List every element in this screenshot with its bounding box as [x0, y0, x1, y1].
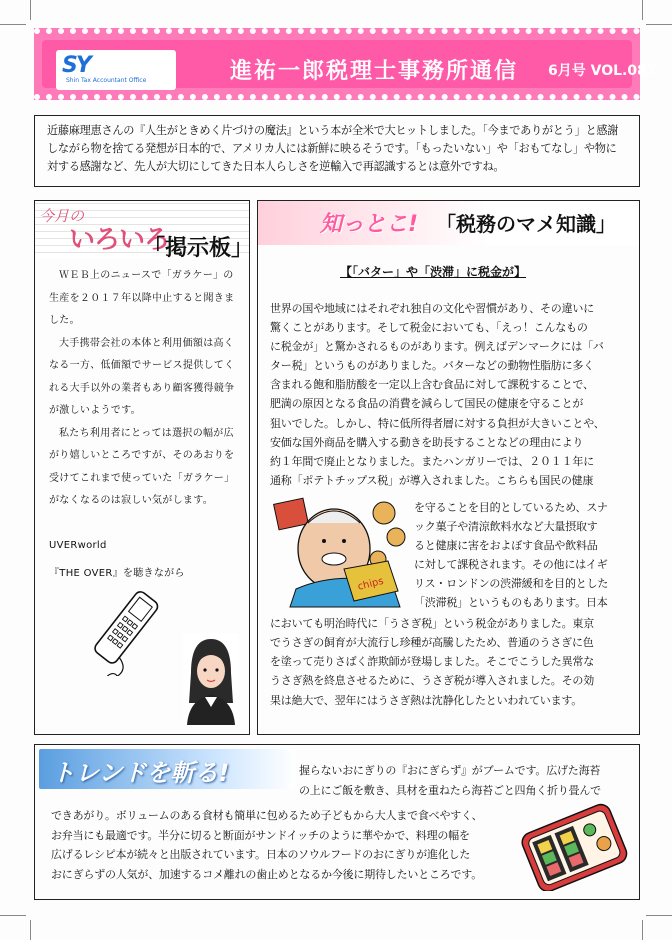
heading-shittoko: 知っとこ! — [320, 212, 419, 237]
bento-illustration — [519, 803, 629, 891]
article-line: 驚くことがあります。そして税金においても、「えっ！こんなもの — [270, 321, 588, 334]
office-logo — [56, 50, 176, 90]
article-line: 通称「ポテトチップス税」が導入されました。こちらも国民の健康 — [270, 474, 594, 487]
tax-tips-heading — [258, 201, 639, 245]
article-line: リス・ロンドンの渋滞緩和を目的とした — [414, 577, 609, 590]
trend-heading — [39, 749, 295, 789]
article-line: ック菓子や清涼飲料水など大量摂取す — [414, 520, 598, 533]
article-line: ター税」というものがありました。バターなどの動物性脂肪に多く — [270, 359, 594, 372]
staff-portrait — [183, 633, 239, 725]
trend-line: できあがり。ボリュームのある食材も簡単に包めるため子どもから大人まで食べやすく、 — [51, 809, 483, 822]
article-line: 世界の国や地域にはそれぞれ独自の文化や習慣があり、その違いに — [270, 302, 594, 315]
trend-line: の上にご飯を敷き、具材を重ねたら海苔ごと四角く折り畳んで — [299, 784, 601, 797]
article-line: を塗って売りさばく詐欺師が登場しました。そこでこうした異常な — [270, 655, 594, 668]
header-banner — [42, 40, 657, 88]
bulletin-song: 『THE OVER』を聴きながら — [49, 568, 185, 579]
intro-box — [34, 115, 640, 187]
article-line: においても明治時代に「うさぎ税」という税金がありました。東京 — [270, 617, 594, 630]
bulletin-paragraph: 大手携帯会社の本体と利用価額は高くなる一方、低価額でサービス提供してくれる大手以外の業者もあり顧客獲得競争が激しいようです。 — [49, 337, 235, 416]
bulletin-paragraph: ＷＥＢ上のニュースで「ガラケー」の生産を２０１７年以降中止すると聞きました。 — [49, 270, 235, 326]
article-title: 【「バター」や「渋滞」に税金が】 — [340, 265, 527, 279]
intro-text: 近藤麻理恵さんの『人生がときめく片づけの魔法』という本が全米で大ヒットしました。「今までありがとう」と感謝しながら物を捨てる発想が日本的で、アメリカ人には新鮮に映るそうです。「もったいない」や「おもてなし」や物に対する感謝など、先人が大切にしてきた日本人らしさを逆輸入で再認識するとは意外ですね。 — [47, 124, 619, 173]
snack-eater-illustration — [272, 493, 410, 611]
newsletter-title: 進祐一郎税理士事務所通信 — [230, 59, 519, 84]
article-line: 果は絶大で、翌年にはうさぎ熱は沈静化したといわれています。 — [270, 694, 583, 707]
article-line: 狙いでした。しかし、特に低所得者層に対する負担が大きいことや、 — [270, 417, 605, 430]
article-line: うさぎ熱を終息させるために、うさぎ税が導入されました。その効 — [270, 674, 594, 687]
trend-line: お弁当にも最適です。半分に切ると断面がサンドイッチのように華やかで、料理の幅を — [51, 829, 470, 842]
heading-this-month: 今月の — [39, 207, 85, 225]
newsletter-header — [34, 28, 657, 100]
bulletin-text — [49, 265, 241, 586]
trend-line: 広げるレシピ本が続々と出版されています。日本のソウルフードのおにぎりが進化した — [51, 848, 471, 861]
flip-phone-icon — [81, 586, 171, 676]
issue-number: 6月号 VOL.087 — [548, 63, 657, 79]
article-line: 肥満の原因となる食品の消費を減らして国民の健康を守ることが — [270, 397, 584, 410]
article-line: ると健康に害をおよぼす食品や飲料品 — [414, 539, 598, 552]
bulletin-heading — [35, 201, 254, 261]
article-line: 含まれる飽和脂肪酸を一定以上含む食品に対して課税することで、 — [270, 378, 594, 391]
bulletin-paragraph: 私たち利用者にとっては選択の幅が広がり嬉しいところですが、そのあおりを受けてこれまで使っていた「ガラケー」がなくなるのは寂しい気がします。 — [49, 427, 235, 506]
heading-tax-tips: 「税務のマメ知識」 — [436, 212, 616, 236]
heading-board: 「掲示板」 — [143, 236, 254, 261]
logo-mark: SY — [62, 53, 90, 78]
trend-section — [34, 744, 640, 900]
svg-text:chips: chips — [356, 575, 385, 593]
article-line: 安価な国外商品を購入する動きを助長することなどの理由により — [270, 436, 584, 449]
article-line: を守ることを目的としているため、スナ — [414, 501, 608, 514]
trend-line: 握らないおにぎりの『おにぎらず』がブームです。広げた海苔 — [299, 764, 601, 777]
article-line: でうさぎの飼育が大流行し珍種が高騰したため、普通のうさぎに色 — [270, 636, 594, 649]
article-line: に税金が」と驚かされるものがあります。例えばデンマークには「バ — [270, 340, 604, 353]
article-line: 約１年間で廃止となりました。またハンガリーでは、２０１１年に — [270, 455, 594, 468]
trend-title: トレンドを斬る! — [51, 759, 230, 787]
article-line: 「渋滞税」というものもあります。日本 — [414, 596, 608, 609]
trend-line: おにぎらずの人気が、加速するコメ離れの歯止めとなるか今後に期待したいところです。 — [51, 868, 483, 881]
heading-iroiro: いろいろ — [69, 225, 170, 255]
bulletin-board-column — [34, 200, 254, 735]
bulletin-artist: UVERworld — [49, 539, 107, 551]
article-line: に対して課税されます。その他にはイギ — [414, 558, 608, 571]
tax-tips-column — [257, 200, 640, 735]
logo-subtitle: Shin Tax Accountant Office — [66, 77, 147, 84]
